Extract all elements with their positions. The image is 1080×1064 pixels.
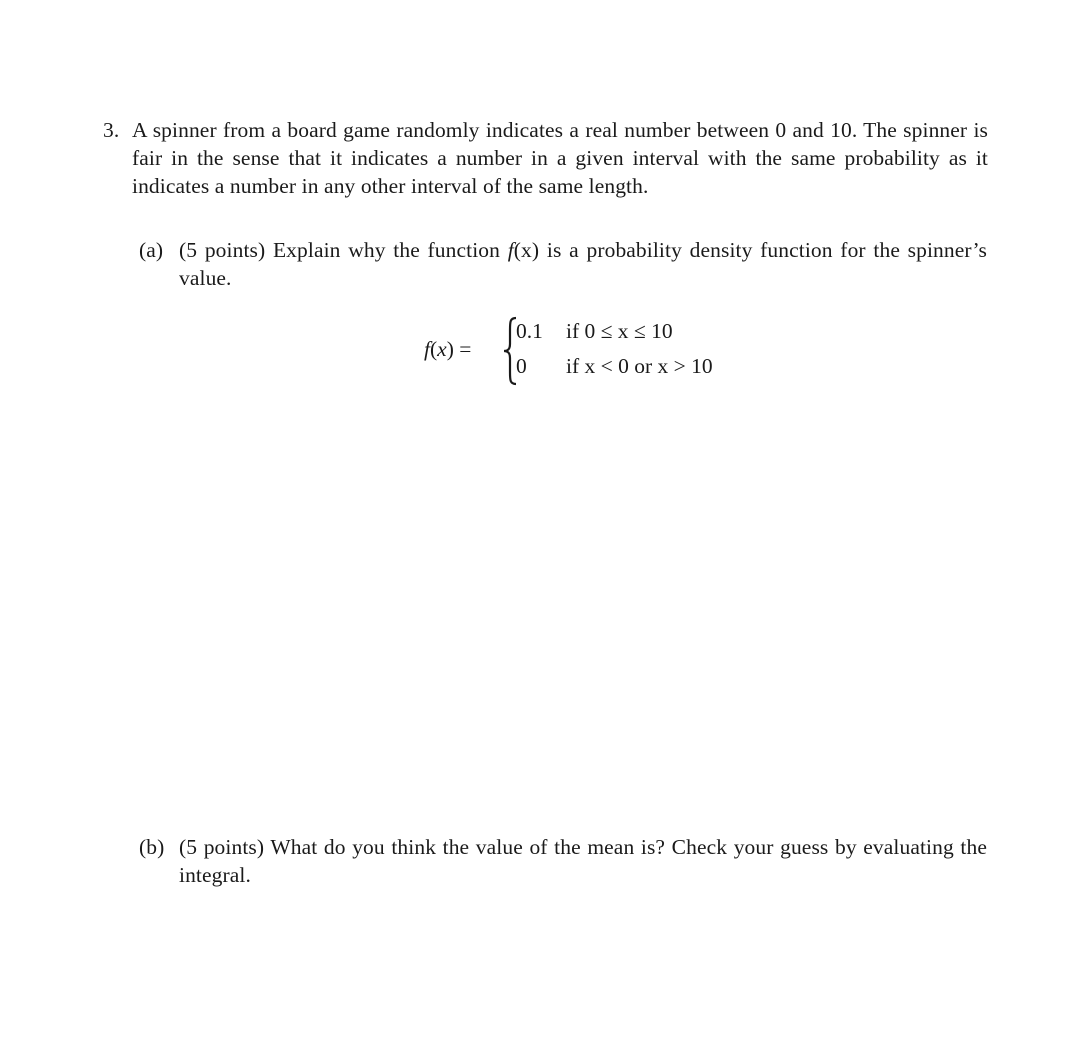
case-1-condition: if 0 ≤ x ≤ 10: [566, 319, 673, 343]
part-a-text: [179, 236, 987, 292]
piecewise-equation: [424, 316, 754, 386]
case-2-condition: if x < 0 or x > 10: [566, 354, 713, 378]
part-b-text: (5 points) What do you think the value of the mean is? Check your guess by evaluating the integral.: [179, 835, 987, 887]
problem-number: 3.: [103, 118, 120, 142]
part-a-label: (a): [139, 238, 164, 262]
equation-lhs-open: (: [429, 337, 438, 361]
equation-lhs-close: ) =: [446, 337, 472, 361]
case-2-value: 0: [516, 354, 527, 378]
equation-lhs-var: x: [437, 337, 447, 361]
part-a-text-after: is a probability density function for the spinner’s value.: [179, 238, 987, 290]
part-a-func-arg: (x): [513, 238, 540, 262]
case-1-value: 0.1: [516, 319, 543, 343]
problem-statement: A spinner from a board game randomly indicates a real number between 0 and 10. The spinner is fair in the sense that it indicates a number in a given interval with the same probability as it indicates a number in any other interval of the same length.: [132, 118, 988, 198]
part-a-func: f: [507, 238, 514, 262]
equation-lhs-func: f: [424, 337, 430, 361]
part-b-label: (b): [139, 835, 165, 859]
equation-lhs: [424, 337, 471, 362]
part-a-text-before: (5 points) Explain why the function: [179, 238, 508, 262]
